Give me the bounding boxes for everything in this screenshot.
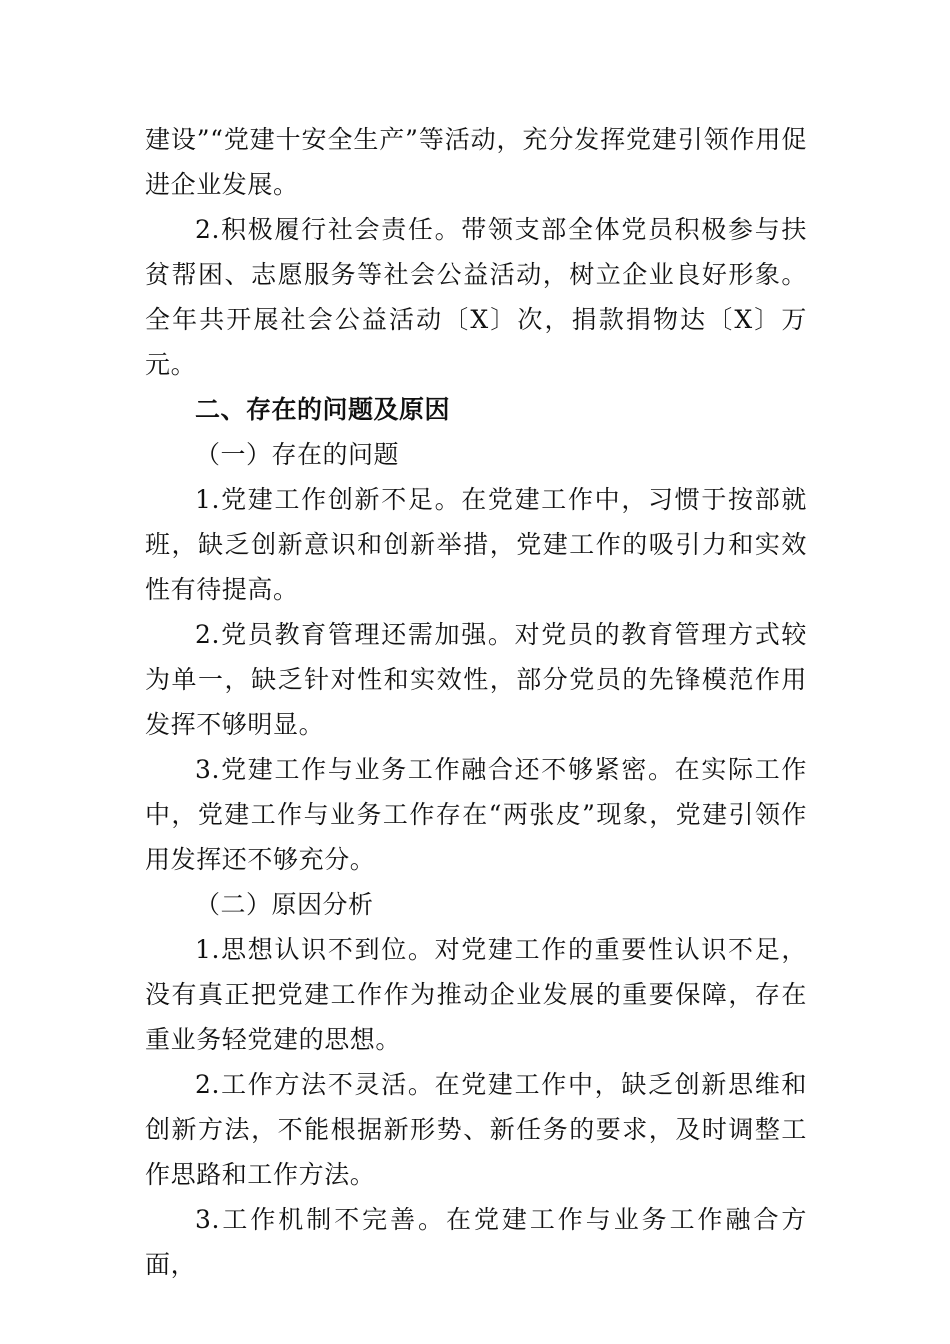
paragraph-cause-1: 1.思想认识不到位。对党建工作的重要性认识不足，没有真正把党建工作作为推动企业发展的重要保障，存在重业务轻党建的思想。 xyxy=(145,935,807,1054)
paragraph-cause-2: 2.工作方法不灵活。在党建工作中，缺乏创新思维和创新方法，不能根据新形势、新任务的要求，及时调整工作思路和工作方法。 xyxy=(145,1070,807,1189)
paragraph-social-responsibility: 2.积极履行社会责任。带领支部全体党员积极参与扶贫帮困、志愿服务等社会公益活动，树立企业良好形象。全年共开展社会公益活动〔X〕次，捐款捐物达〔X〕万元。 xyxy=(145,215,807,379)
paragraph-problem-3: 3.党建工作与业务工作融合还不够紧密。在实际工作中，党建工作与业务工作存在“两张皮”现象，党建引领作用发挥还不够充分。 xyxy=(145,755,807,874)
paragraph-problem-1: 1.党建工作创新不足。在党建工作中，习惯于按部就班，缺乏创新意识和创新举措，党建工作的吸引力和实效性有待提高。 xyxy=(145,485,807,604)
section-heading-problems-and-causes: 二、存在的问题及原因 xyxy=(195,395,451,424)
paragraph-cause-3: 3.工作机制不完善。在党建工作与业务工作融合方面， xyxy=(145,1205,807,1279)
paragraph-continuation: 建设”“党建十安全生产”等活动，充分发挥党建引领作用促进企业发展。 xyxy=(145,125,807,199)
document-page xyxy=(145,117,807,1287)
subsection-heading-existing-problems: （一）存在的问题 xyxy=(195,440,400,469)
paragraph-problem-2: 2.党员教育管理还需加强。对党员的教育管理方式较为单一，缺乏针对性和实效性，部分党员的先锋模范作用发挥不够明显。 xyxy=(145,620,807,739)
subsection-heading-cause-analysis: （二）原因分析 xyxy=(195,890,374,919)
